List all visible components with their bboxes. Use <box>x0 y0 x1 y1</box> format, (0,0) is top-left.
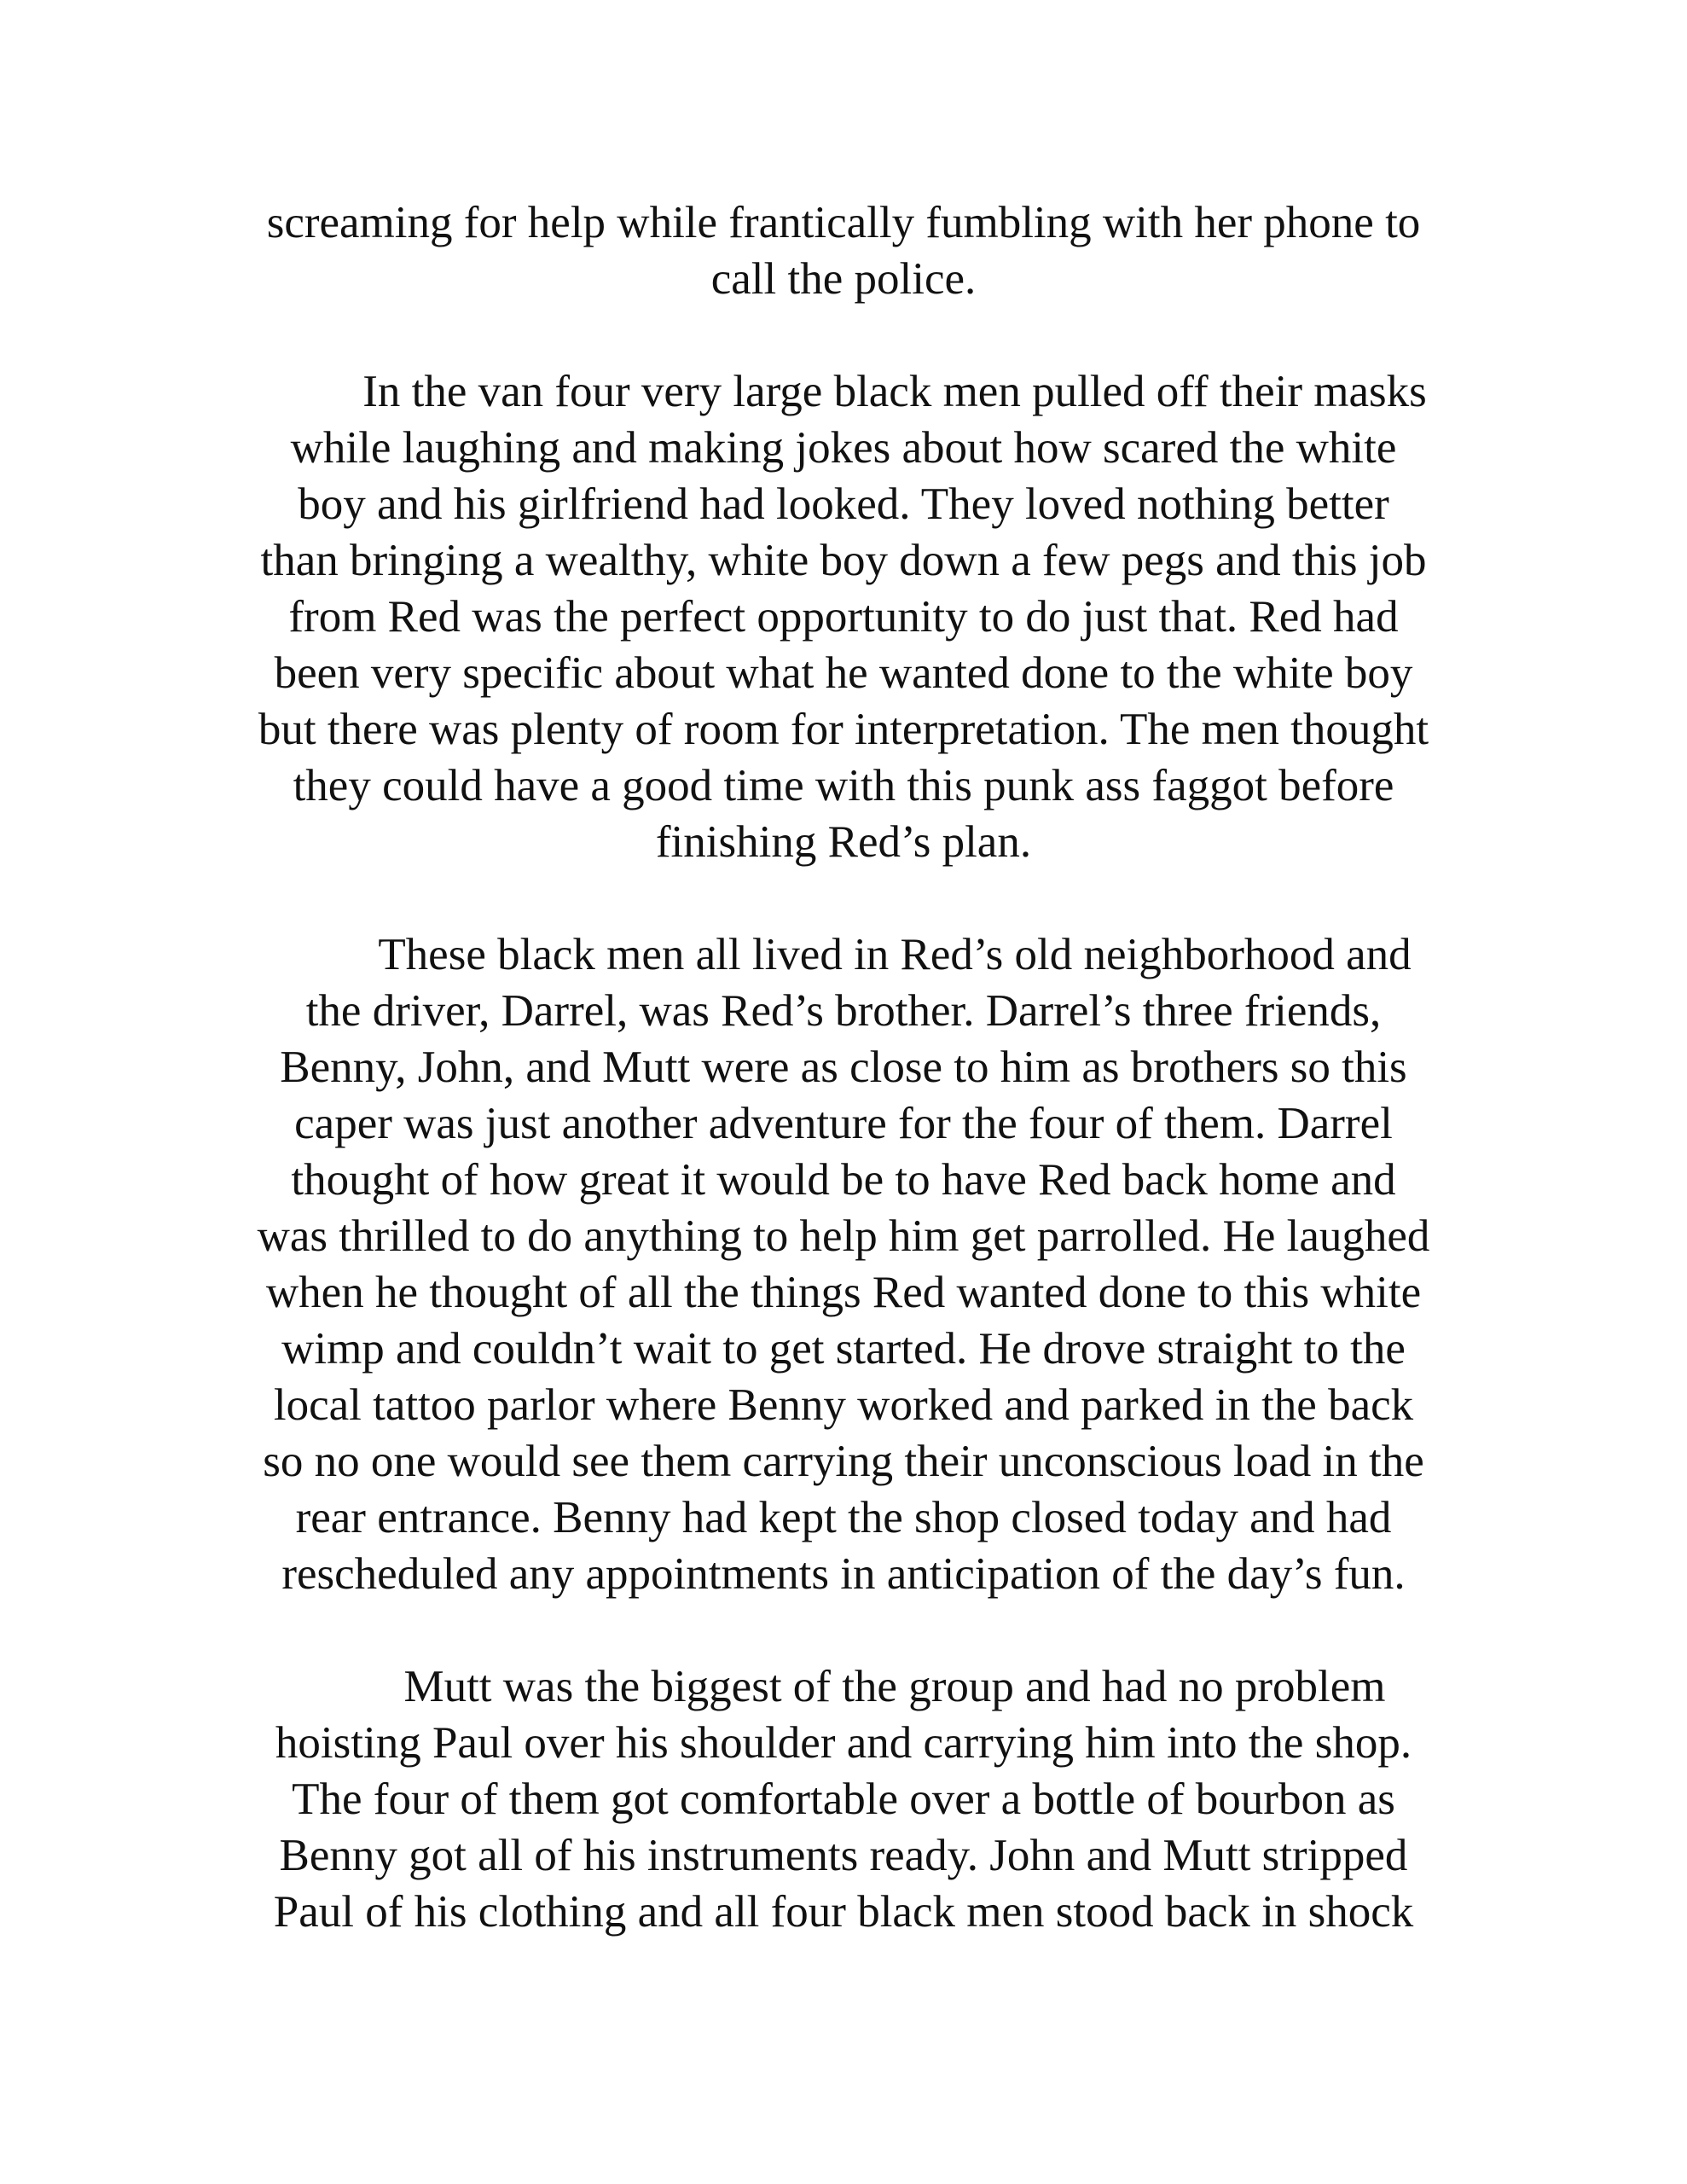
text-line: wimp and couldn’t wait to get started. He drove straight to the <box>281 1324 1406 1374</box>
text-line: In the van four very large black men pulled off their masks <box>362 367 1427 416</box>
text-line: local tattoo parlor where Benny worked and parked in the back <box>273 1380 1414 1430</box>
text-line: hoisting Paul over his shoulder and carrying him into the shop. <box>275 1718 1412 1768</box>
text-line: from Red was the perfect opportunity to do just that. Red had <box>288 592 1399 642</box>
text-line: thought of how great it would be to have Red back home and <box>291 1155 1396 1205</box>
text-line: was thrilled to do anything to help him get parrolled. He laughed <box>257 1211 1430 1261</box>
paragraph <box>0 363 1687 870</box>
paragraph <box>0 1658 1687 1940</box>
text-line: Benny got all of his instruments ready. John and Mutt stripped <box>279 1831 1408 1880</box>
document-page <box>0 195 1687 1996</box>
text-line: but there was plenty of room for interpretation. The men thought <box>258 705 1429 754</box>
text-line: they could have a good time with this punk ass faggot before <box>293 761 1394 810</box>
text-line: rear entrance. Benny had kept the shop closed today and had <box>295 1493 1392 1542</box>
text-line: boy and his girlfriend had looked. They loved nothing better <box>298 479 1389 529</box>
text-line: Paul of his clothing and all four black men stood back in shock <box>273 1887 1414 1937</box>
text-line: call the police. <box>710 254 977 304</box>
text-line: than bringing a wealthy, white boy down a few pegs and this job <box>260 536 1427 585</box>
text-line: screaming for help while frantically fumbling with her phone to <box>266 198 1421 247</box>
text-line: The four of them got comfortable over a bottle of bourbon as <box>292 1774 1395 1824</box>
text-line: finishing Red’s plan. <box>655 817 1032 867</box>
text-line: the driver, Darrel, was Red’s brother. Darrel’s three friends, <box>305 986 1382 1036</box>
text-line: when he thought of all the things Red wanted done to this white <box>265 1268 1422 1317</box>
text-line: caper was just another adventure for the four of them. Darrel <box>294 1099 1393 1148</box>
text-line: while laughing and making jokes about how scared the white <box>290 423 1397 473</box>
text-line: been very specific about what he wanted done to the white boy <box>274 648 1413 698</box>
text-line: Benny, John, and Mutt were as close to him as brothers so this <box>280 1043 1407 1092</box>
paragraph <box>0 926 1687 1602</box>
text-line: so no one would see them carrying their unconscious load in the <box>263 1437 1424 1486</box>
text-line: Mutt was the biggest of the group and had no problem <box>403 1662 1386 1711</box>
paragraph <box>0 195 1687 307</box>
text-line: These black men all lived in Red’s old neighborhood and <box>378 930 1412 979</box>
text-line: rescheduled any appointments in anticipation of the day’s fun. <box>281 1549 1406 1599</box>
